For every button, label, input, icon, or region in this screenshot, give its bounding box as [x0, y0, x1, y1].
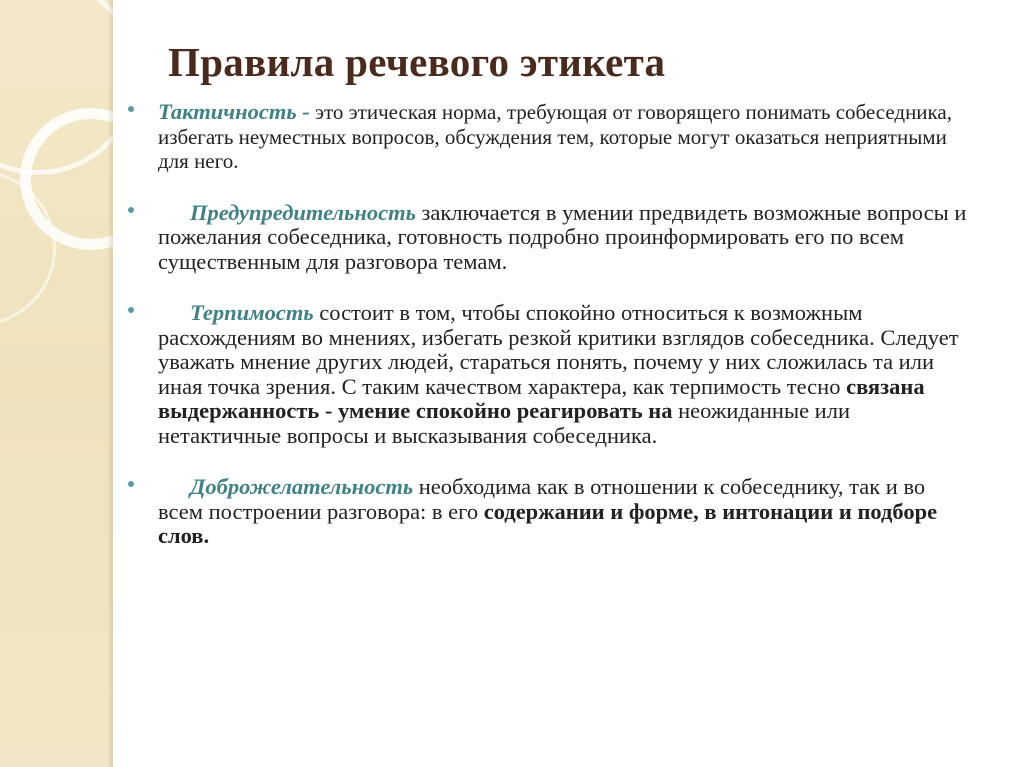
bullet-dot-icon: [128, 307, 134, 313]
slide-title: Правила речевого этикета: [168, 39, 666, 85]
rule-text: необходима как в отношении к собеседнику, так и во всем построении разговора: в его: [158, 474, 926, 524]
rule-text: заключается в умении предвидеть возможные вопросы и пожелания собеседника, готовность подробно проинформировать его по всем существенным для разговора темам.: [158, 199, 967, 274]
rule-term: Предупредительность: [190, 199, 416, 225]
rule-term: Доброжелательность: [190, 474, 414, 499]
rule-term: Терпимость: [190, 300, 314, 325]
bullet-dot-icon: [128, 207, 134, 213]
rule-text: это этическая норма, требующая от говорящего понимать собеседника, избегать неуместных вопросов, обсуждения тем, которые могут оказаться неприятными для него.: [158, 100, 953, 173]
rule-bold-text: связана выдержанность - умение спокойно реагировать на: [158, 373, 925, 423]
rule-item-courtesy: [128, 201, 973, 275]
rule-term: Тактичность -: [158, 99, 310, 124]
rule-text-after: неожиданные или нетактичные вопросы и высказывания собеседника.: [158, 398, 850, 448]
rule-text: состоит в том, чтобы спокойно относиться к возможным расхождениям во мнениях, избегать резкой критики взглядов собеседника. Следует уважать мнение других людей, стараться понять, почему у них сложилась та или иная точка зрения. С таким качеством характера, как терпимость тесно: [158, 300, 959, 399]
decorative-side-band: [0, 0, 113, 767]
band-shadow: [107, 0, 113, 767]
rule-item-tact: [128, 100, 973, 174]
rules-list: [128, 100, 973, 576]
rule-bold-text: содержании и форме, в интонации и подборе слов.: [158, 498, 938, 548]
bullet-dot-icon: [128, 481, 134, 487]
rule-item-benevolence: [128, 475, 973, 549]
bullet-dot-icon: [128, 106, 134, 112]
rule-item-tolerance: [128, 301, 973, 448]
